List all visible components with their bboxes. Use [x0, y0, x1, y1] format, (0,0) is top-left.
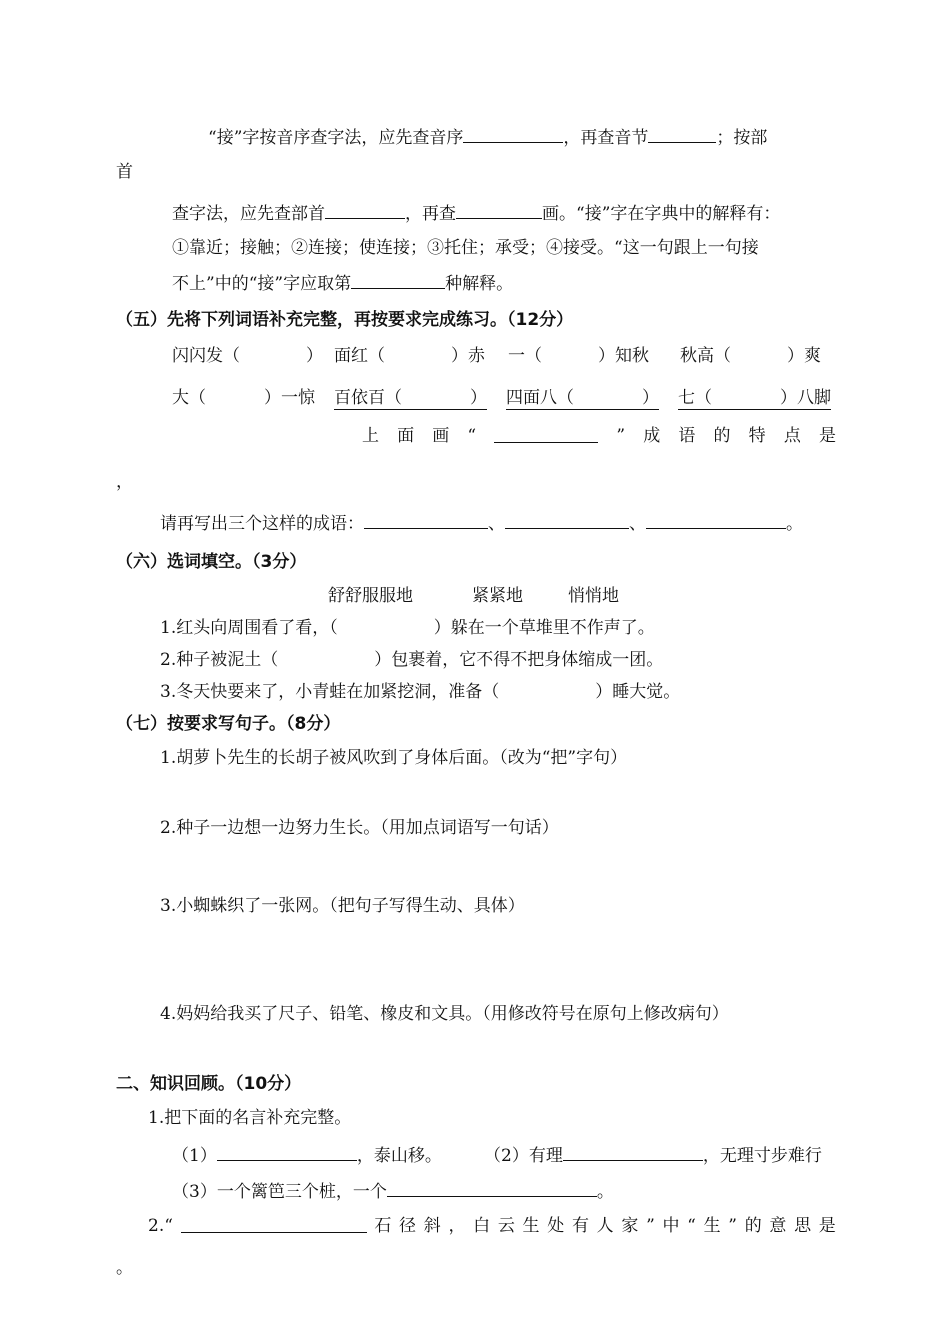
q4-line1-text-b: ，再查音节 — [563, 128, 649, 148]
q4-line3: ①靠近；接触；②连接；使连接；③托住；承受；④接受。“这一句跟上一句接 — [172, 238, 759, 258]
part2-item-2 — [148, 1214, 836, 1238]
q5-more-sep-1: 、 — [488, 514, 505, 534]
q5-row2-4-text: 七（ ）八脚 — [678, 388, 831, 408]
q6-item-3-post: ）睡大觉。 — [595, 682, 681, 702]
q5-more-sep-2: 、 — [629, 514, 646, 534]
q5-feature-char: 语 — [678, 426, 696, 446]
part2-item-2-char: 的 — [744, 1216, 762, 1236]
part2-item-2-char: ， — [448, 1216, 466, 1236]
q4-line2-text-c: 画。“接”字在字典中的解释有： — [542, 204, 781, 224]
q4-line1-wrap: 首 — [116, 162, 133, 182]
q7-heading: （七）按要求写句子。（8分） — [116, 714, 341, 734]
part2-sub-3 — [172, 1178, 614, 1204]
part2-item-2-blank[interactable] — [181, 1214, 367, 1233]
q4-line2-text-b: ，再查 — [405, 204, 456, 224]
q6-item-2-post: ）包裹着，它不得不把身体缩成一团。 — [374, 650, 664, 670]
q5-feature-char: 特 — [748, 426, 766, 446]
part2-sub-2 — [484, 1142, 822, 1168]
q5-feature-char: 的 — [713, 426, 731, 446]
q5-feature-char: 上 — [362, 426, 379, 446]
q5-feature-char: 面 — [397, 426, 415, 446]
q5-row1-3-pre: 一（ — [508, 346, 542, 366]
part2-item-2-char: 生 — [522, 1216, 540, 1236]
q4-line2 — [172, 200, 780, 226]
q5-row2-item-3[interactable] — [506, 386, 659, 410]
q6-item-3 — [160, 680, 680, 704]
part2-sub-2-blank[interactable] — [563, 1142, 703, 1161]
q5-heading: （五）先将下列词语补充完整，再按要求完成练习。（12分） — [116, 310, 574, 330]
q4-blank-bushou[interactable] — [325, 200, 405, 219]
part2-item-2-wrap: 。 — [116, 1258, 133, 1278]
q5-row1-4-post: ）爽 — [787, 346, 821, 366]
q5-row1-3-post: ）知秋 — [598, 346, 649, 366]
q5-feature-char: “ — [467, 426, 477, 446]
part2-item-2-char: 人 — [596, 1216, 614, 1236]
q5-row1-item-3 — [508, 344, 649, 368]
q6-item-3-pre: 3.冬天快要来了，小青蛙在加紧挖洞，准备（ — [160, 682, 500, 702]
part2-item-2-char: 云 — [497, 1216, 515, 1236]
q4-line1 — [208, 124, 767, 150]
q5-feature-char: 是 — [818, 426, 836, 446]
q4-blank-jieshi[interactable] — [351, 270, 445, 289]
part2-item-2-char: ” — [646, 1216, 655, 1236]
q5-row1-item-2 — [334, 344, 485, 368]
part2-sub-3-pre: （3）一个篱笆三个桩，一个 — [172, 1182, 387, 1202]
q6-item-1 — [160, 616, 655, 640]
q6-heading: （六）选词填空。（3分） — [116, 552, 307, 572]
q6-option-3: 悄悄地 — [568, 586, 619, 606]
part2-item-2-char: 中 — [662, 1216, 680, 1236]
q5-row2-item-4[interactable] — [678, 386, 831, 410]
q6-option-1: 舒舒服服地 — [328, 586, 413, 606]
q6-item-2-pre: 2.种子被泥土（ — [160, 650, 279, 670]
q5-row2-item-1 — [172, 386, 315, 410]
part2-item-2-char: 斜 — [423, 1216, 441, 1236]
q5-more-blank-3[interactable] — [646, 510, 786, 529]
q5-more-line — [160, 510, 803, 536]
part2-item-2-char: “ — [687, 1216, 696, 1236]
q5-feature-char: ” — [616, 426, 626, 446]
q7-item-2: 2.种子一边想一边努力生长。（用加点词语写一句话） — [160, 818, 559, 838]
q7-item-3: 3.小蜘蛛织了一张网。（把句子写得生动、具体） — [160, 896, 525, 916]
q4-blank-bihua[interactable] — [456, 200, 542, 219]
q5-row2-1-post: ）一惊 — [264, 388, 315, 408]
q5-row2-item-2[interactable] — [334, 386, 487, 410]
part2-sub-1-pre: （1） — [172, 1146, 217, 1166]
part2-sub-1 — [172, 1142, 442, 1168]
q5-feature-wrap: ， — [116, 472, 133, 492]
part2-item-2-char: 有 — [571, 1216, 589, 1236]
part2-item-2-char: 意 — [769, 1216, 787, 1236]
q6-item-1-pre: 1.红头向周围看了看，（ — [160, 618, 338, 638]
part2-sub-3-blank[interactable] — [387, 1178, 597, 1197]
q5-feature-line — [362, 424, 836, 448]
q5-feature-char: 成 — [643, 426, 661, 446]
q4-line4 — [172, 270, 513, 296]
part2-sub-2-pre: （2）有理 — [484, 1146, 563, 1166]
part2-item-2-char: 是 — [818, 1216, 836, 1236]
q6-item-1-post: ）躲在一个草堆里不作声了。 — [433, 618, 655, 638]
part2-item-2-char: 石 — [374, 1216, 392, 1236]
q5-row1-item-4 — [680, 344, 821, 368]
q4-line1-text-a: “接”字按音序查字法，应先查音序 — [208, 128, 464, 148]
part2-heading: 二、知识回顾。（10分） — [116, 1074, 302, 1094]
q5-more-end: 。 — [786, 514, 803, 534]
q5-row1-item-1 — [172, 344, 323, 368]
q4-line4-text-a: 不上”中的“接”字应取第 — [172, 274, 352, 294]
part2-item-2-char: 家 — [621, 1216, 639, 1236]
q5-row2-3-text: 四面八（ ） — [506, 388, 659, 408]
q6-item-2 — [160, 648, 663, 672]
q7-item-1: 1.胡萝卜先生的长胡子被风吹到了身体后面。（改为“把”字句） — [160, 748, 628, 768]
q5-more-text: 请再写出三个这样的成语： — [160, 514, 364, 534]
part2-item-2-char: 生 — [703, 1216, 721, 1236]
part2-sub-2-post: ，无理寸步难行 — [702, 1146, 822, 1166]
q5-row1-1-pre: 闪闪发（ — [172, 346, 240, 366]
q5-more-blank-1[interactable] — [364, 510, 488, 529]
part2-item-2-char: 白 — [473, 1216, 491, 1236]
part2-sub-1-blank[interactable] — [217, 1142, 357, 1161]
q5-row1-1-post: ） — [306, 346, 323, 366]
q4-line1-text-c: ；按部 — [716, 128, 768, 148]
part2-item-2-num: 2.“ — [148, 1216, 173, 1236]
q5-row2-2-text: 百依百（ ） — [334, 388, 487, 408]
part2-item-2-char: ” — [728, 1216, 737, 1236]
q5-feature-char: 点 — [783, 426, 801, 446]
q5-row1-2-pre: 面红（ — [334, 346, 385, 366]
q5-feature-char: 画 — [432, 426, 450, 446]
part2-item-2-char: 思 — [794, 1216, 812, 1236]
q7-item-4: 4.妈妈给我买了尺子、铅笔、橡皮和文具。（用修改符号在原句上修改病句） — [160, 1004, 729, 1024]
part2-item-1: 1.把下面的名言补充完整。 — [148, 1108, 352, 1128]
part2-sub-1-post: ，泰山移。 — [356, 1146, 442, 1166]
q6-option-2: 紧紧地 — [472, 586, 523, 606]
part2-item-2-char: 处 — [547, 1216, 565, 1236]
q5-more-blank-2[interactable] — [505, 510, 629, 529]
q5-feature-blank[interactable] — [494, 424, 598, 443]
q4-line4-text-b: 种解释。 — [445, 274, 514, 294]
q5-row1-2-post: ）赤 — [451, 346, 485, 366]
q4-line2-text-a: 查字法，应先查部首 — [172, 204, 325, 224]
q5-row1-4-pre: 秋高（ — [680, 346, 731, 366]
q4-blank-yinjie[interactable] — [648, 124, 716, 143]
q5-row2-1-pre: 大（ — [172, 388, 206, 408]
part2-item-2-char: 径 — [399, 1216, 417, 1236]
q4-blank-yinxu[interactable] — [463, 124, 563, 143]
part2-sub-3-post: 。 — [596, 1182, 614, 1202]
